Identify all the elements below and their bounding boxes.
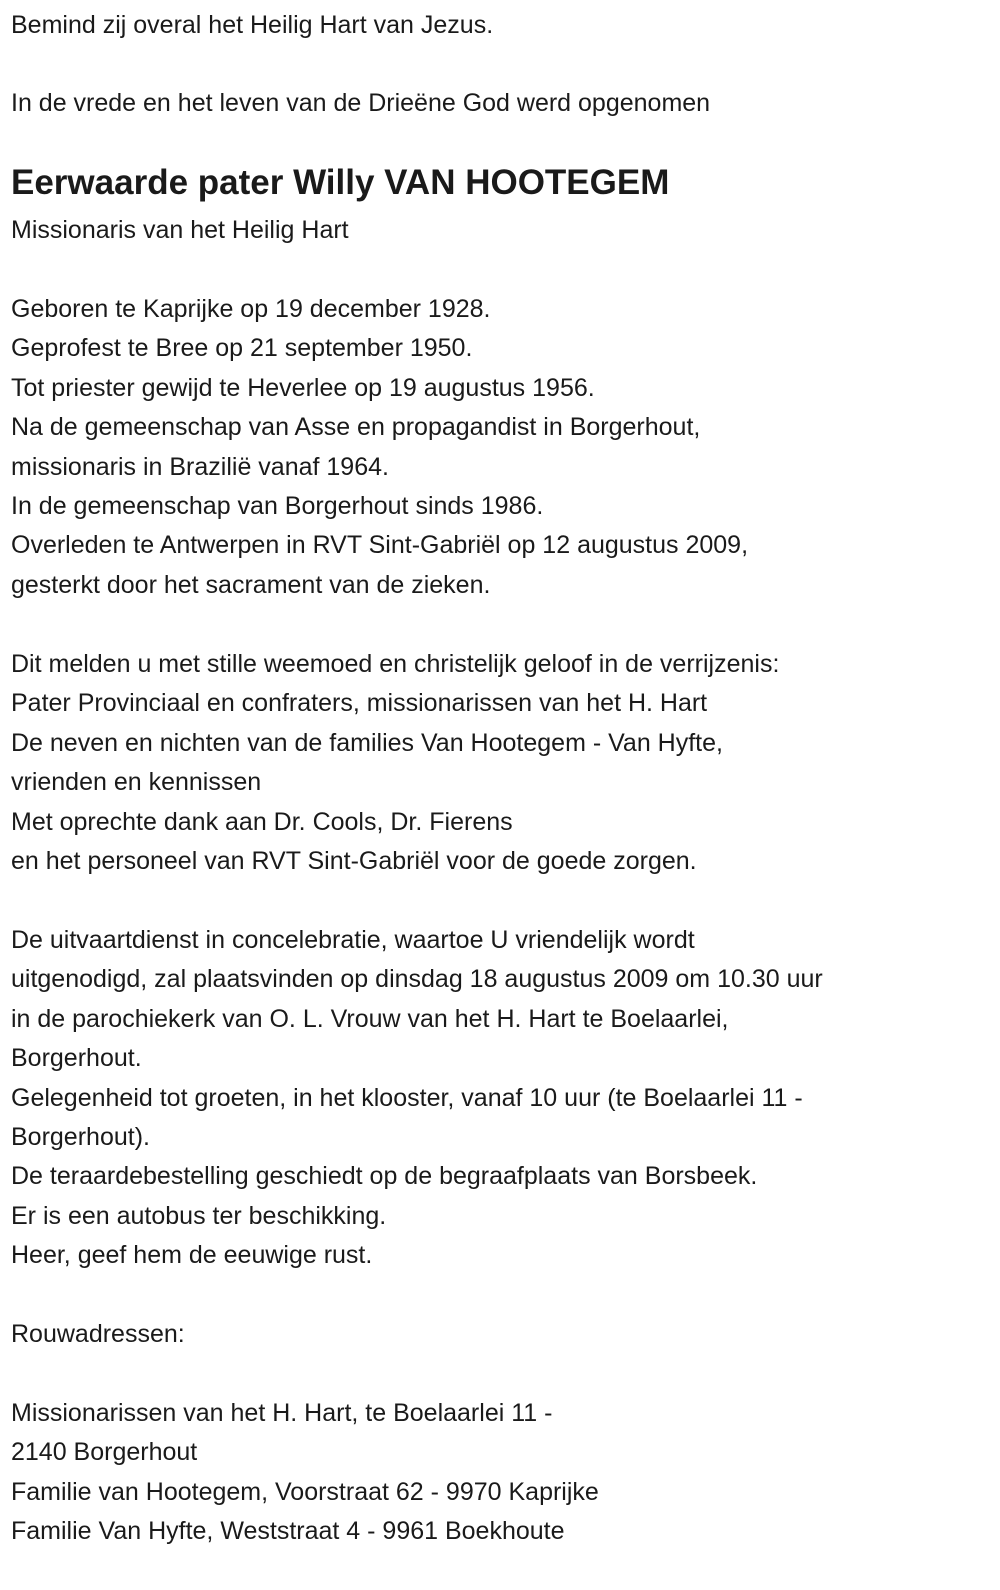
biography-line: Na de gemeenschap van Asse en propagandist in Borgerhout, — [11, 413, 701, 442]
funeral-line: in de parochiekerk van O. L. Vrouw van het H. Hart te Boelaarlei, — [11, 1004, 729, 1033]
funeral-line: Gelegenheid tot groeten, in het klooster, vanaf 10 uur (te Boelaarlei 11 - — [11, 1083, 803, 1112]
announcement-line: vrienden en kennissen — [11, 768, 262, 797]
biography-line: Overleden te Antwerpen in RVT Sint-Gabriël op 12 augustus 2009, — [11, 531, 749, 560]
announcement-line: De neven en nichten van de families Van Hootegem - Van Hyfte, — [11, 728, 723, 757]
biography-line: Geprofest te Bree op 21 september 1950. — [11, 334, 473, 363]
funeral-line: Borgerhout. — [11, 1044, 142, 1073]
funeral-line: uitgenodigd, zal plaatsvinden op dinsdag 18 augustus 2009 om 10.30 uur — [11, 965, 823, 994]
intro-line: Bemind zij overal het Heilig Hart van Jezus. — [11, 11, 494, 39]
deceased-subtitle — [11, 211, 990, 250]
address-line: Missionarissen van het H. Hart, te Boelaarlei 11 - — [11, 1399, 553, 1427]
address-line: 2140 Borgerhout — [11, 1438, 198, 1467]
biography-line: Geboren te Kaprijke op 19 december 1928. — [11, 295, 491, 323]
received-line: In de vrede en het leven van de Drieëne God werd opgenomen — [11, 89, 711, 117]
addresses-heading: Rouwadressen: — [11, 1320, 185, 1348]
funeral-line: Er is een autobus ter beschikking. — [11, 1201, 387, 1230]
biography-line: Tot priester gewijd te Heverlee op 19 augustus 1956. — [11, 373, 595, 402]
funeral-line: Heer, geef hem de eeuwige rust. — [11, 1241, 373, 1270]
biography-line: gesterkt door het sacrament van de zieken. — [11, 570, 491, 599]
addresses-label — [11, 1315, 990, 1354]
announcement-line: Met oprechte dank aan Dr. Cools, Dr. Fierens — [11, 807, 513, 836]
announcement-line: Pater Provinciaal en confraters, missionarissen van het H. Hart — [11, 689, 708, 718]
funeral-details — [11, 921, 990, 1276]
biography — [11, 290, 990, 605]
funeral-line: Borgerhout). — [11, 1123, 150, 1152]
address-line: Familie van Hootegem, Voorstraat 62 - 9970 Kaprijke — [11, 1477, 599, 1506]
received-text — [11, 84, 990, 123]
address-line: Familie Van Hyfte, Weststraat 4 - 9961 Boekhoute — [11, 1517, 565, 1546]
deceased-title: Eerwaarde pater Willy VAN HOOTEGEM — [11, 163, 670, 202]
biography-line: In de gemeenschap van Borgerhout sinds 1986. — [11, 492, 544, 521]
announcement-line: Dit melden u met stille weemoed en christelijk geloof in de verrijzenis: — [11, 650, 780, 678]
announcement-line: en het personeel van RVT Sint-Gabriël voor de goede zorgen. — [11, 847, 697, 876]
biography-line: missionaris in Brazilië vanaf 1964. — [11, 452, 389, 481]
funeral-line: De teraardebestelling geschiedt op de begraafplaats van Borsbeek. — [11, 1162, 758, 1191]
addresses — [11, 1394, 990, 1552]
subtitle-line: Missionaris van het Heilig Hart — [11, 216, 349, 244]
funeral-line: De uitvaartdienst in concelebratie, waartoe U vriendelijk wordt — [11, 926, 695, 954]
intro-text — [11, 6, 990, 45]
announcement — [11, 645, 990, 881]
